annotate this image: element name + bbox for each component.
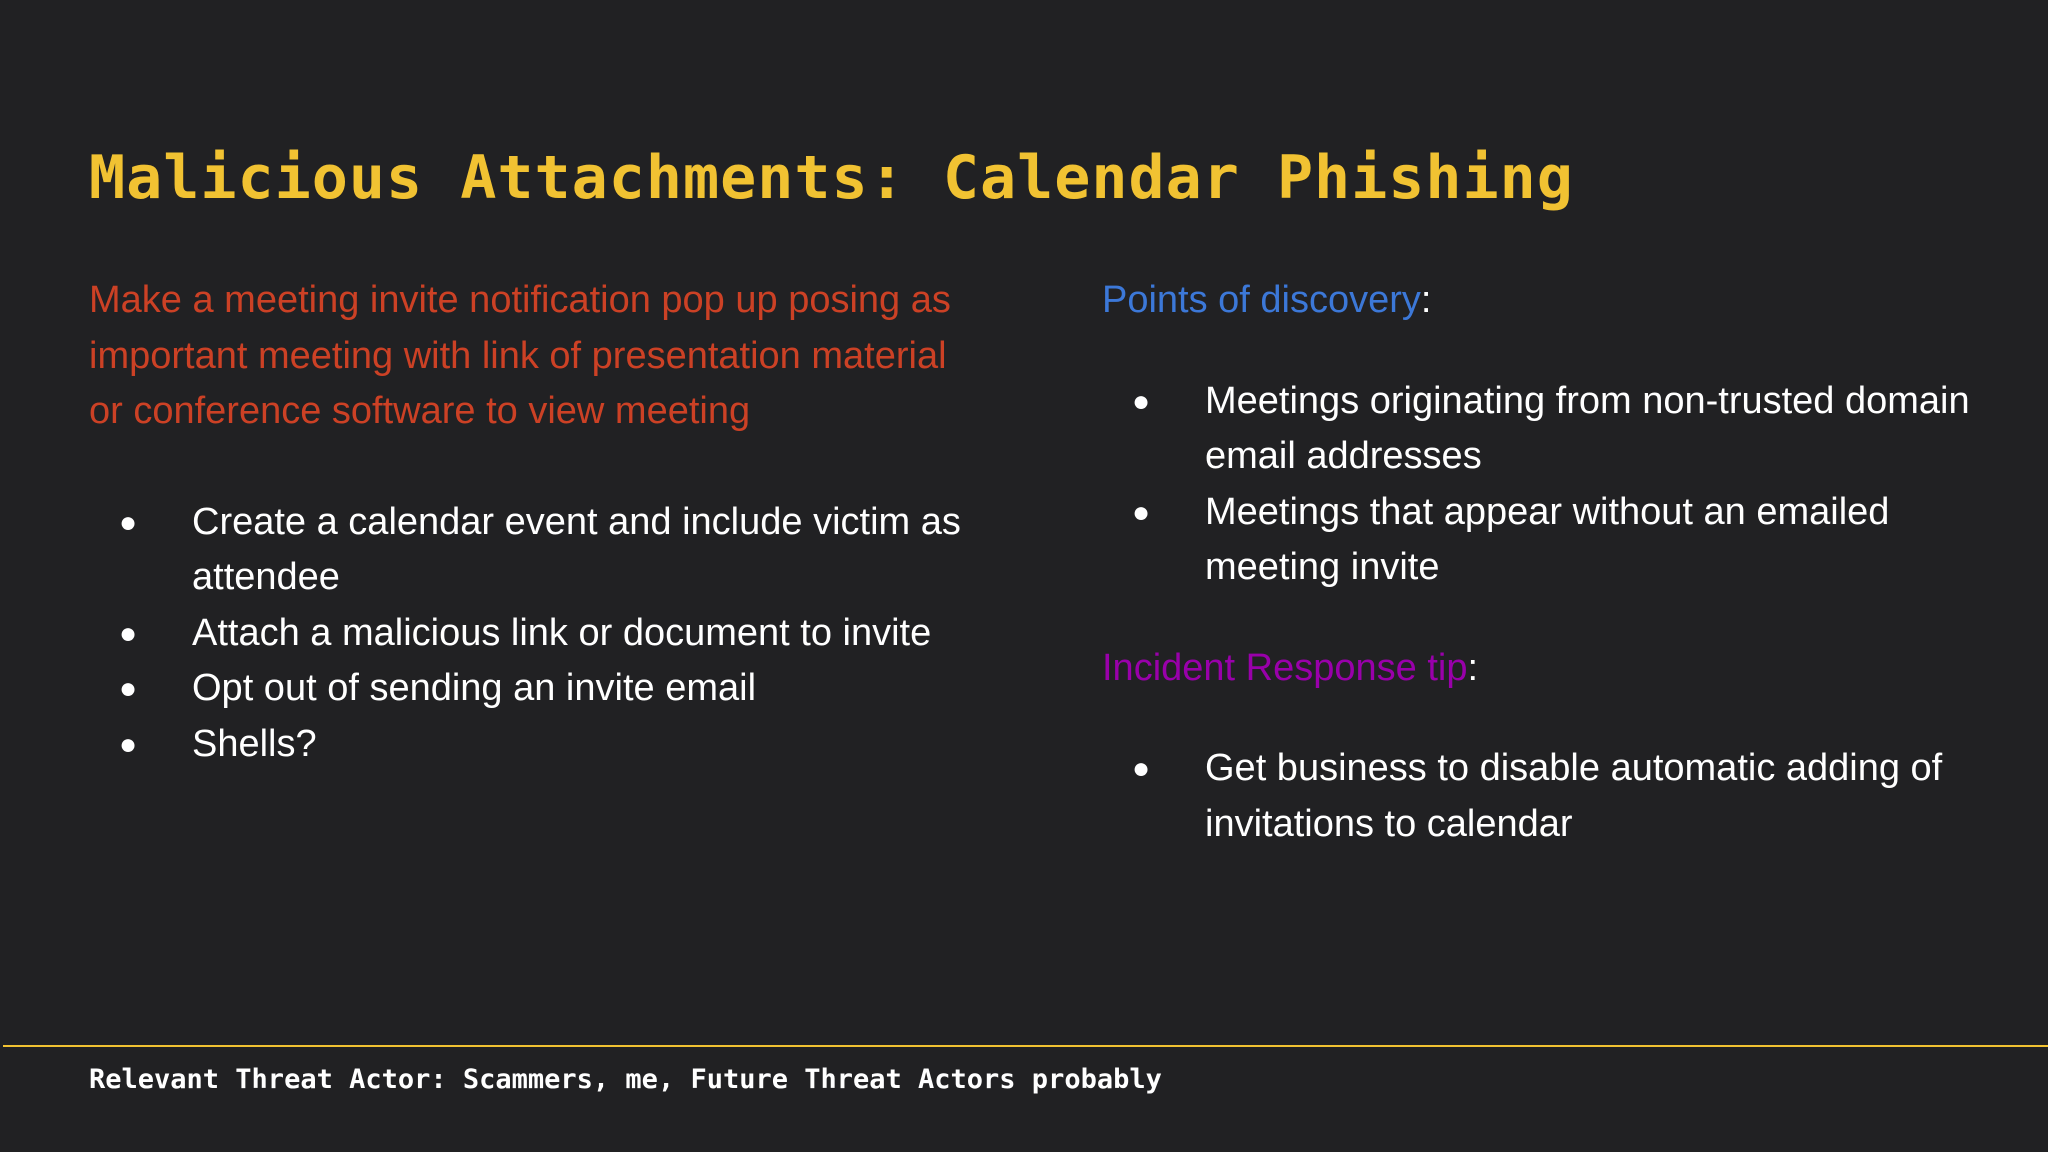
list-item-text: Create a calendar event and include victim as attendee xyxy=(192,500,961,598)
bullet-icon: ● xyxy=(119,505,138,539)
list-item xyxy=(89,606,989,662)
heading-colon: : xyxy=(1467,646,1479,689)
discovery-list xyxy=(1102,374,2002,596)
list-item xyxy=(1102,741,2002,852)
footer-note: Relevant Threat Actor: Scammers, me, Future Threat Actors probably xyxy=(89,1064,1162,1095)
list-item xyxy=(1102,374,2002,485)
incident-response-list xyxy=(1102,741,2002,852)
list-item-text: Shells? xyxy=(192,722,317,765)
bullet-icon: ● xyxy=(1132,495,1151,529)
slide-title: Malicious Attachments: Calendar Phishing xyxy=(89,143,1574,213)
bullet-icon: ● xyxy=(119,616,138,650)
list-item-text: Meetings that appear without an emailed meeting invite xyxy=(1205,490,1890,588)
list-item-text: Meetings originating from non-trusted domain email addresses xyxy=(1205,379,1970,477)
heading-colon: : xyxy=(1420,279,1432,321)
list-item-text: Attach a malicious link or document to invite xyxy=(192,611,932,654)
list-item xyxy=(89,717,989,773)
discovery-heading xyxy=(1102,273,2002,329)
discovery-heading-label: Points of discovery xyxy=(1102,279,1421,321)
list-item-text: Opt out of sending an invite email xyxy=(192,667,757,709)
bullet-icon: ● xyxy=(1132,384,1151,418)
attack-steps-list xyxy=(89,495,989,773)
bullet-icon: ● xyxy=(1132,752,1151,785)
bullet-icon: ● xyxy=(119,727,138,761)
list-item xyxy=(1102,485,2002,596)
list-item xyxy=(89,495,989,606)
list-item-text: Get business to disable automatic adding of invitations to calendar xyxy=(1205,747,1943,845)
bullet-icon: ● xyxy=(119,672,138,705)
incident-response-heading-label: Incident Response tip xyxy=(1102,646,1468,689)
attack-description: Make a meeting invite notification pop up posing as important meeting with link of presentation material or conference software to view meeting xyxy=(89,279,951,432)
list-item xyxy=(89,661,989,717)
left-column xyxy=(89,273,989,772)
footer-divider xyxy=(3,1045,2048,1047)
right-column xyxy=(1102,273,2002,852)
incident-response-heading xyxy=(1102,641,2002,697)
